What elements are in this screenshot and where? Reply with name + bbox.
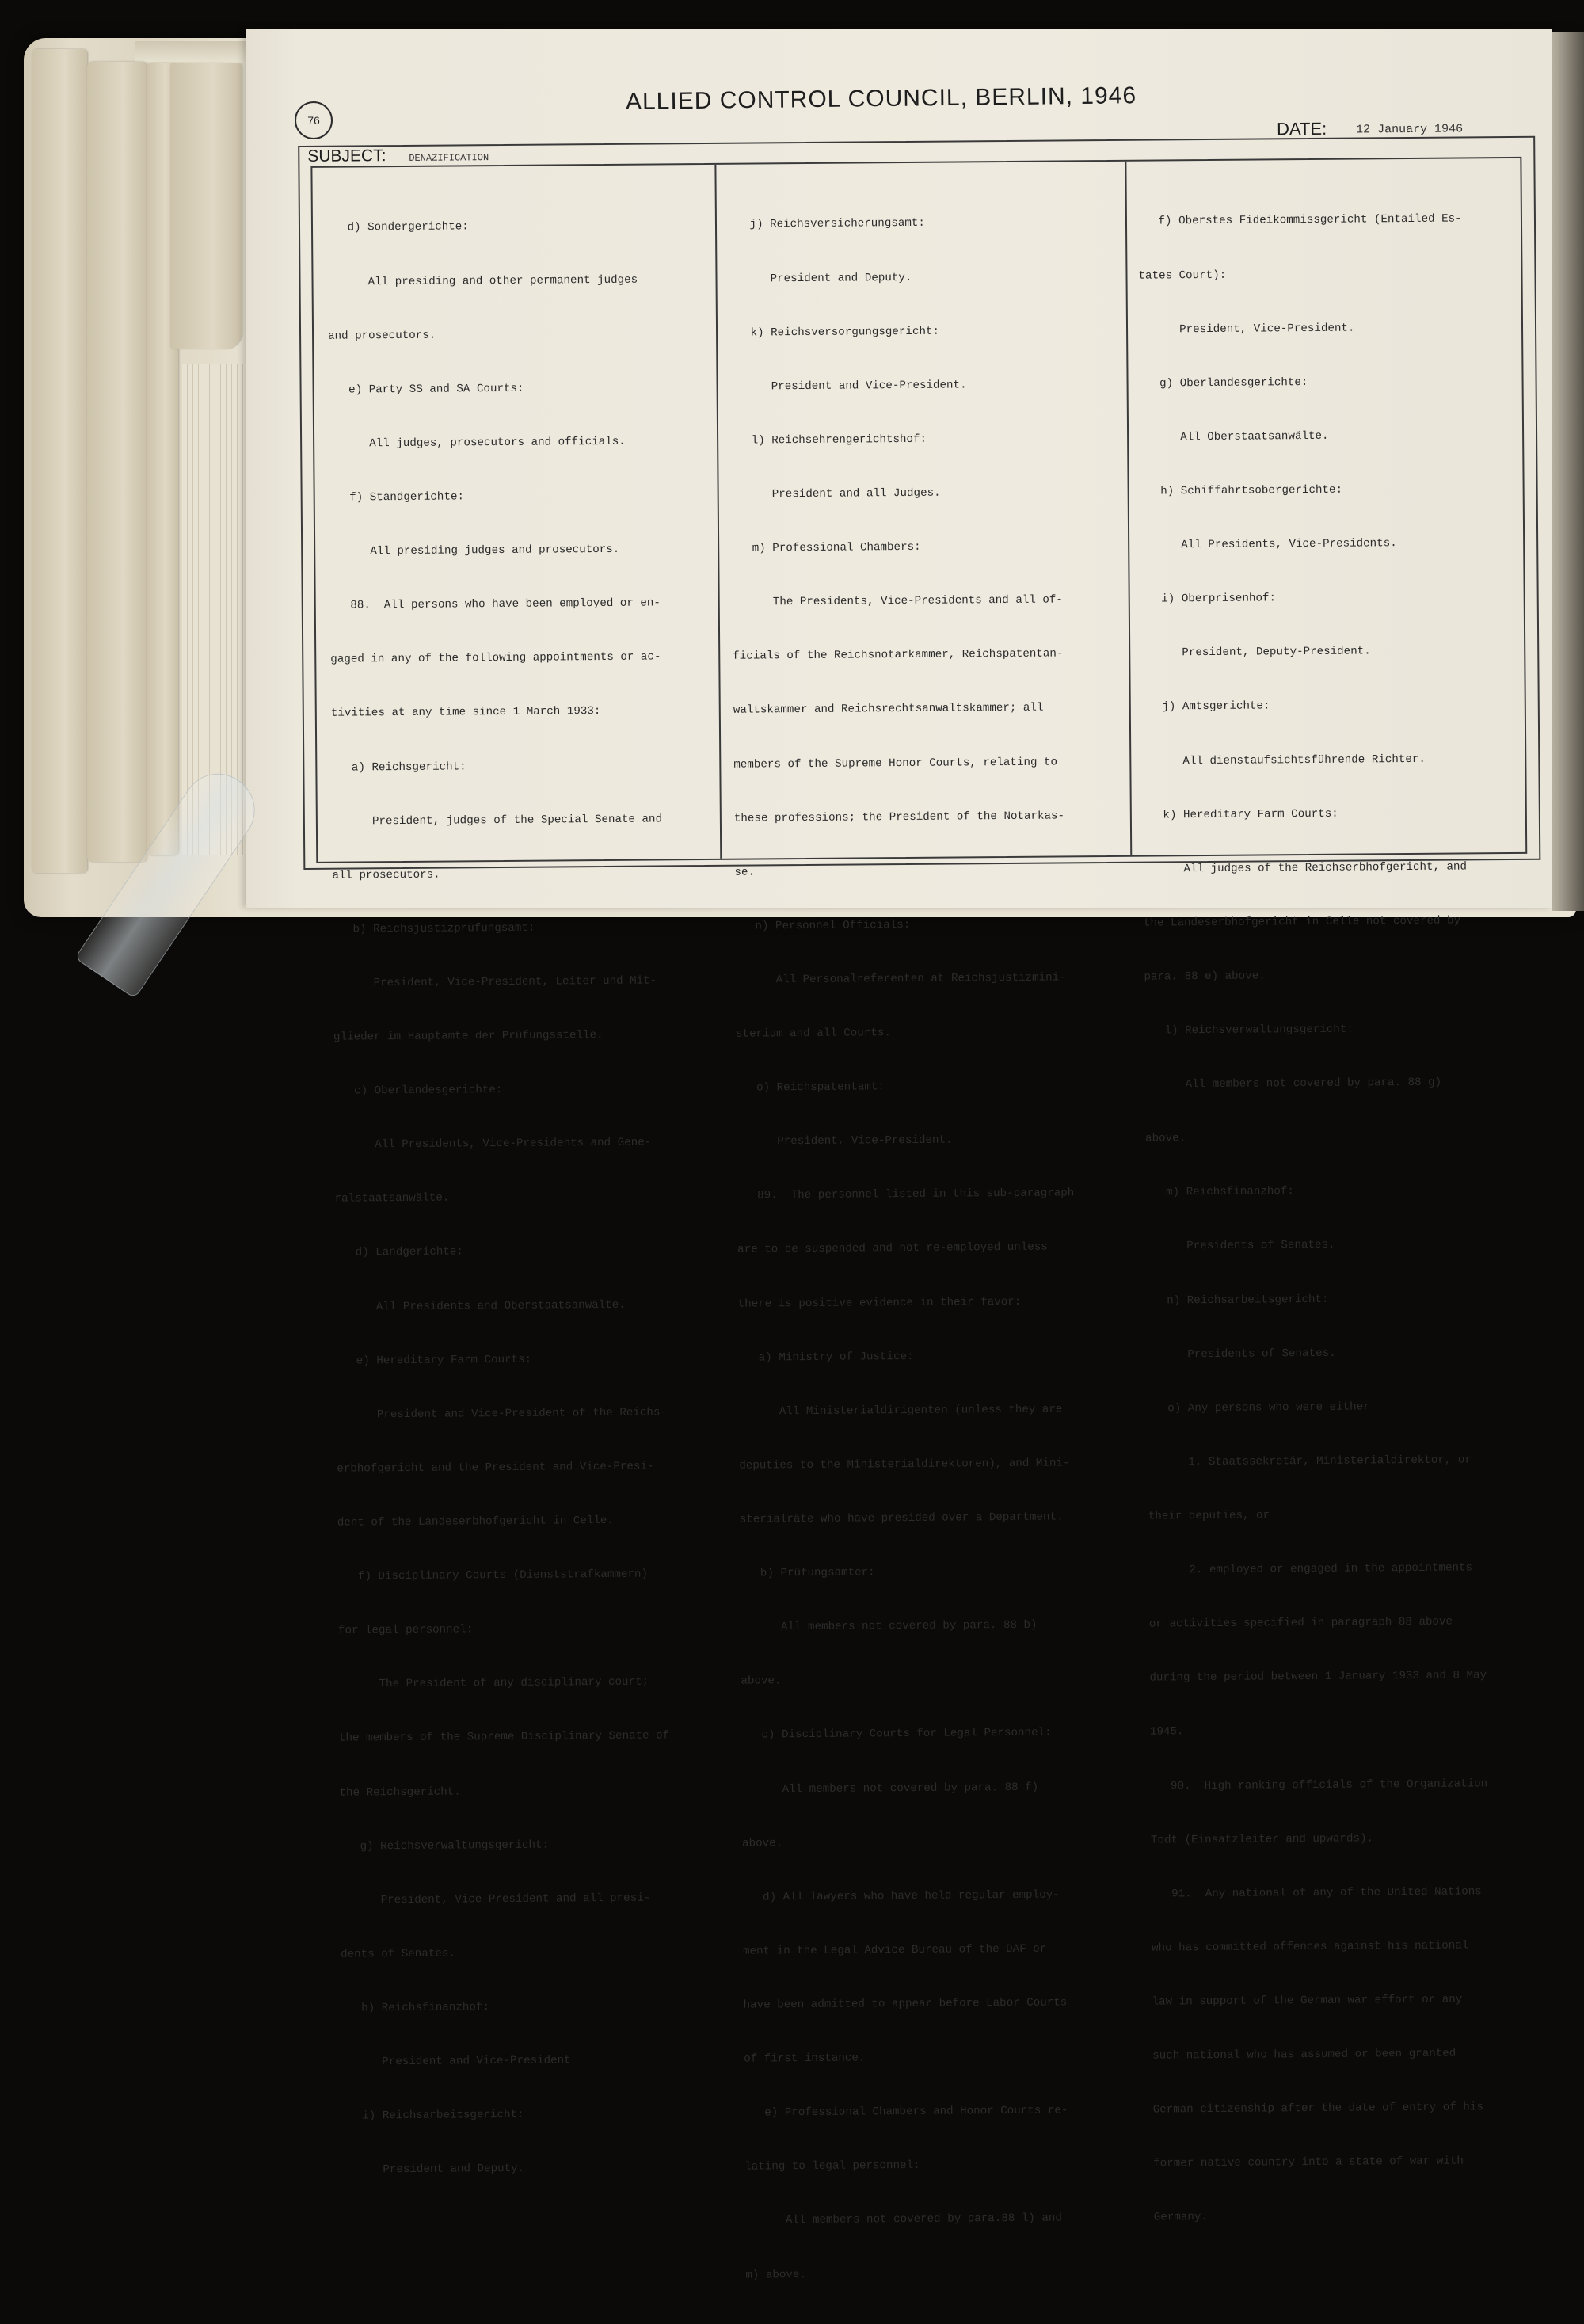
text-column-3 (1138, 174, 1527, 2263)
text-line: for legal personnel: (337, 1623, 474, 1637)
text-line: former native country into a state of war with (1153, 2154, 1464, 2170)
text-line: there is positive evidence in their favor: (737, 1295, 1022, 1311)
text-line: 88. All persons who have been employed or en- (329, 596, 661, 612)
text-line: tivities at any time since 1 March 1933: (330, 705, 601, 721)
text-line: President and Vice-President of the Reichs- (336, 1406, 668, 1422)
text-line: members of the Supreme Honor Courts, relating to (733, 755, 1058, 771)
text-line: German citizenship after the date of entry of his (1152, 2101, 1483, 2116)
torn-page-corner (170, 63, 242, 349)
text-line: n) Personnel Officials: (734, 918, 911, 933)
page-number: 76 (307, 114, 320, 127)
text-line: e) Hereditary Farm Courts: (336, 1353, 532, 1368)
text-line: All members not covered by para.88 l) and (744, 2212, 1062, 2228)
text-line: The Presidents, Vice-Presidents and all of- (732, 593, 1063, 609)
text-line: m) Reichsfinanzhof: (1145, 1185, 1294, 1200)
text-line: All Oberstaatsanwälte. (1140, 429, 1329, 444)
text-line: b) Prüfungsämter: (740, 1566, 875, 1580)
text-line: l) Reichsehrengerichtshof: (731, 432, 927, 448)
text-line: a) Reichsgericht: (331, 760, 466, 775)
text-line: the Reichsgericht. (339, 1785, 461, 1800)
text-column-2 (729, 177, 1133, 2320)
text-line: Presidents of Senates. (1147, 1347, 1336, 1362)
text-line: their deputies, or (1148, 1509, 1270, 1523)
text-line: are to be suspended and not re-employed unless (737, 1241, 1048, 1257)
text-line: during the period between 1 January 1933 and 8 May (1149, 1669, 1487, 1685)
text-line: gaged in any of the following appointments or ac- (330, 650, 661, 666)
text-line: above. (741, 1836, 783, 1850)
text-line: All members not covered by para. 88 f) (741, 1781, 1039, 1796)
text-line: i) Reichsarbeitsgericht: (341, 2109, 524, 2123)
text-line: o) Any persons who were either (1147, 1400, 1370, 1415)
text-line: all prosecutors. (332, 868, 440, 882)
text-line: The President of any disciplinary court; (338, 1675, 649, 1692)
text-line: All presiding and other permanent judges (327, 273, 638, 289)
text-line: law in support of the German war effort or any (1152, 1993, 1463, 2009)
text-line: 1. Staatssekretär, Ministerialdirektor, or (1148, 1453, 1472, 1469)
text-line: 90. High ranking officials of the Organization (1150, 1777, 1488, 1793)
text-line: ment in the Legal Advice Bureau of the DAF or (743, 1942, 1047, 1958)
text-line: o) Reichspatentamt: (736, 1080, 885, 1095)
text-line: All members not covered by para. 88 g) (1144, 1076, 1442, 1092)
text-line: President, judges of the Special Senate and (331, 813, 663, 829)
text-line: such national who has assumed or been granted (1152, 2047, 1456, 2063)
text-line: 2. employed or engaged in the appointments (1148, 1561, 1473, 1577)
text-line: dent of the Landeserbhofgericht in Celle. (337, 1514, 614, 1530)
text-line: lating to legal personnel: (744, 2159, 920, 2174)
text-line: All Personalreferenten at Reichsjustizmini- (735, 971, 1066, 987)
text-line: g) Oberlandesgerichte: (1139, 375, 1308, 391)
text-line: m) Professional Chambers: (732, 540, 921, 555)
text-line: who has committed offences against his national (1152, 1939, 1469, 1955)
text-line: b) Reichsjustizprüfungsamt: (332, 921, 535, 936)
text-line: dents of Senates. (341, 1947, 455, 1961)
text-line: l) Reichsverwaltungsgericht: (1144, 1023, 1354, 1038)
text-line: these professions; the President of the Notarkas- (733, 810, 1065, 825)
text-line: n) Reichsarbeitsgericht: (1146, 1293, 1329, 1308)
text-line: d) Landgerichte: (335, 1245, 463, 1260)
text-line: sterium and all Courts. (735, 1027, 891, 1041)
text-line: All dienstaufsichtsführende Richter. (1142, 752, 1426, 768)
text-line: President and all Judges. (731, 486, 941, 501)
text-line: All judges, prosecutors and officials. (329, 435, 626, 451)
text-line: f) Oberstes Fideikommissgericht (Entailed Es- (1137, 212, 1462, 229)
text-line: f) Disciplinary Courts (Dienststrafkammern) (337, 1568, 649, 1583)
page-title: ALLIED CONTROL COUNCIL, BERLIN, 1946 (625, 82, 1137, 115)
text-line: above. (741, 1674, 782, 1689)
text-line: All Presidents, Vice-Presidents. (1140, 537, 1397, 552)
text-line: a) Ministry of Justice: (738, 1350, 914, 1365)
form-box (298, 117, 1540, 2282)
text-line: d) All lawyers who have held regular employ- (742, 1888, 1060, 1904)
text-line: Todt (Einsatzleiter and upwards). (1150, 1832, 1374, 1847)
subject-value: DENAZIFICATION (409, 152, 489, 164)
text-line: have been admitted to appear before Labor Courts (743, 1996, 1068, 2012)
index-tab (87, 62, 147, 862)
text-line: the members of the Supreme Disciplinary Senate of (338, 1729, 670, 1746)
date-label: DATE: (1276, 118, 1327, 139)
text-line: e) Party SS and SA Courts: (328, 382, 524, 397)
text-line: ralstaatsanwälte. (334, 1191, 450, 1206)
text-line: President, Vice-President, Leiter und Mit- (333, 974, 657, 990)
text-line: of first instance. (744, 2052, 866, 2066)
text-line: h) Reichsfinanzhof: (341, 2001, 490, 2015)
text-line: President and Deputy. (729, 271, 912, 286)
text-line: President, Vice-President and all presi- (340, 1892, 651, 1907)
text-line: above. (1145, 1132, 1186, 1145)
text-line: President and Vice-President. (730, 379, 967, 394)
text-line: All Presidents and Oberstaatsanwälte. (335, 1298, 626, 1314)
text-line: President and Deputy. (342, 2162, 525, 2177)
text-line: tates Court): (1138, 269, 1227, 283)
text-line: Germany. (1153, 2211, 1208, 2225)
text-line: e) Professional Chambers and Honor Courts re- (744, 2104, 1068, 2120)
text-line: President, Vice-President. (737, 1133, 953, 1149)
text-frame (310, 157, 1527, 2282)
text-line: se. (734, 866, 756, 879)
text-line: President, Vice-President. (1138, 322, 1355, 337)
text-line: deputies to the Ministerialdirektoren), and Mini- (739, 1457, 1070, 1473)
subject-label: SUBJECT: (307, 147, 386, 166)
column-divider (714, 165, 722, 859)
text-line: 89. The personnel listed in this sub-paragraph (737, 1187, 1075, 1203)
text-line: All members not covered by para. 88 b) (740, 1618, 1038, 1634)
text-line: glieder im Hauptamte der Prüfungsstelle. (333, 1029, 604, 1044)
text-line: 1945. (1149, 1725, 1184, 1739)
text-line: President, Deputy-President. (1141, 645, 1371, 660)
text-line: or activities specified in paragraph 88 above (1148, 1615, 1453, 1631)
binder-right-edge (1552, 32, 1584, 911)
text-line: i) Oberprisenhof: (1140, 592, 1277, 606)
text-line: f) Standgerichte: (329, 490, 465, 505)
text-column-1 (327, 181, 719, 2215)
text-line: j) Amtsgerichte: (1141, 699, 1270, 714)
text-line: 91. Any national of any of the United Nations (1151, 1885, 1482, 1901)
text-line: g) Reichsverwaltungsgericht: (339, 1838, 550, 1853)
index-tab (32, 49, 87, 873)
text-line: j) Reichsversicherungsamt: (729, 217, 925, 232)
text-line: para. 88 e) above. (1144, 970, 1266, 984)
text-line: k) Reichsversorgungsgericht: (729, 325, 940, 340)
text-line: All judges of the Reichserbhofgericht, and (1143, 860, 1468, 876)
text-line: sterialräte who have presided over a Department. (739, 1511, 1064, 1526)
text-line: ficials of the Reichsnotarkammer, Reichspatentan- (733, 647, 1064, 663)
text-line: c) Disciplinary Courts for Legal Personnel: (741, 1727, 1052, 1743)
text-line: and prosecutors. (328, 329, 436, 343)
text-line: waltskammer and Reichsrechtsanwaltskammer; all (733, 702, 1044, 718)
text-line: Presidents of Senates. (1146, 1239, 1335, 1254)
text-line: m) above. (745, 2268, 807, 2282)
column-divider (1125, 162, 1132, 855)
date-value: 12 January 1946 (1356, 122, 1464, 137)
text-line: erbhofgericht and the President and Vice-Presi- (337, 1460, 654, 1476)
text-line: All Presidents, Vice-Presidents and Gene- (334, 1136, 652, 1152)
text-line: President and Vice-President (341, 2054, 571, 2069)
text-line: k) Hereditary Farm Courts: (1142, 807, 1338, 822)
text-line: All Ministerialdirigenten (unless they are (738, 1403, 1063, 1419)
text-line: the Landeserbhofgericht in Celle not covered by (1143, 914, 1461, 930)
text-line: h) Schiffahrtsobergerichte: (1140, 483, 1343, 498)
text-line: All presiding judges and prosecutors. (329, 543, 620, 558)
text-line: d) Sondergerichte: (326, 220, 469, 235)
text-line: c) Oberlandesgerichte: (333, 1084, 503, 1098)
